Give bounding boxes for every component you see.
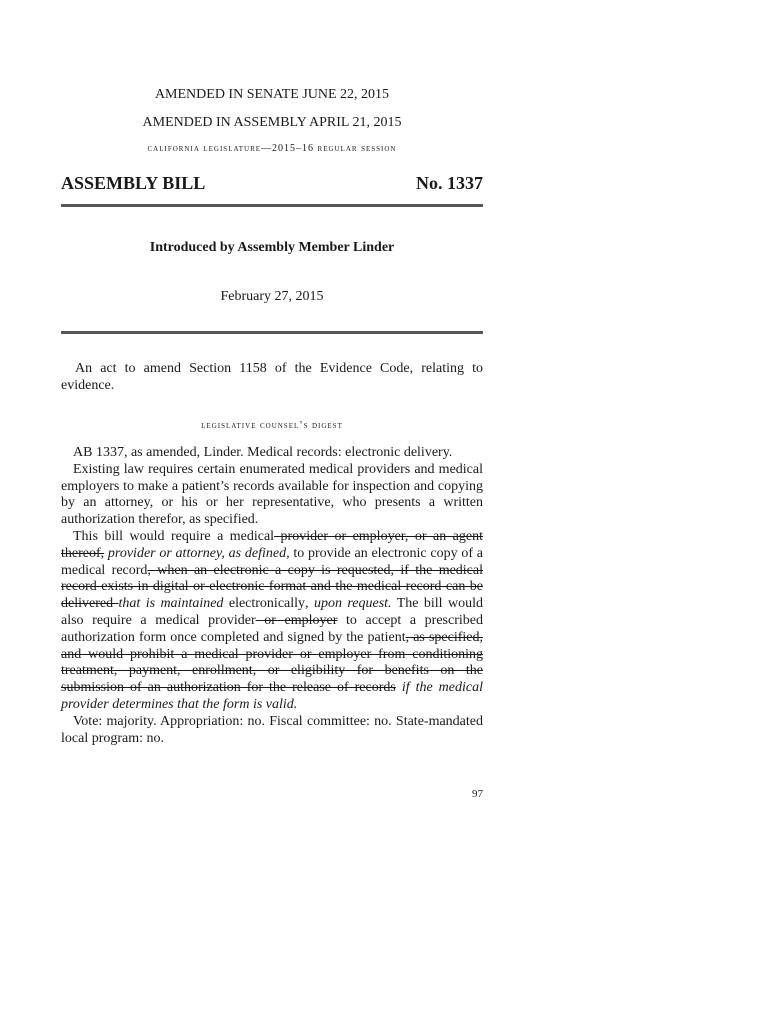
inserted-text: , upon request.	[305, 596, 392, 612]
bill-type: ASSEMBLY BILL	[61, 173, 206, 193]
introduced-by: Introduced by Assembly Member Linder	[149, 240, 395, 255]
deleted-text: provider or employer, or an agent thereof,	[61, 528, 483, 561]
inserted-text: if the medical provider determines that the form is valid.	[61, 680, 483, 712]
digest-bill-changes	[61, 529, 483, 714]
body-text: to accept a prescribed authorization form once completed and signed by the patient	[61, 612, 483, 645]
deleted-text: , when an electronic a copy is requested, if the medical record exists in digital or electronic format and the medical record can be delivered	[61, 562, 483, 612]
digest-summary: AB 1337, as amended, Linder. Medical records: electronic delivery.	[73, 445, 453, 460]
heading-rule-top	[61, 204, 483, 207]
digest-body	[61, 445, 483, 747]
bill-number: No. 1337	[416, 173, 483, 193]
body-text: The bill would also require a medical provider	[61, 596, 483, 628]
page-number: 97	[472, 788, 483, 800]
inserted-text: provider or attorney, as defined,	[104, 545, 290, 561]
digest-vote: Vote: majority. Appropriation: no. Fiscal committee: no. State-mandated local program: no.	[61, 713, 483, 746]
act-title	[61, 360, 483, 394]
body-text: to provide an electronic copy of a medical record	[61, 545, 483, 578]
body-text: electronically	[223, 596, 306, 612]
session-line: california legislature—2015–16 regular session	[147, 143, 397, 154]
amended-assembly-line: AMENDED IN ASSEMBLY APRIL 21, 2015	[142, 115, 402, 130]
act-title-text: An act to amend Section 1158 of the Evidence Code, relating to evidence.	[61, 361, 483, 393]
deleted-text: or employer	[255, 612, 338, 628]
heading-rule-bottom	[61, 331, 483, 334]
introduced-date: February 27, 2015	[220, 289, 324, 304]
digest-title: legislative counsel’s digest	[201, 420, 343, 431]
digest-existing-law: Existing law requires certain enumerated medical providers and medical employers to make a patient’s records available for inspection and copying by an attorney, or his or her representative, who presents a written authorization therefor, as specified.	[61, 461, 483, 528]
deleted-text: , as specified, and would prohibit a medical provider or employer from conditioning treatment, payment, enrollment, or eligibility for benefits on the submission of an authorization for the release of records	[61, 629, 483, 696]
inserted-text: that is maintained	[118, 596, 224, 612]
amended-senate-line: AMENDED IN SENATE JUNE 22, 2015	[154, 87, 390, 102]
body-text: This bill would require a medical	[73, 528, 275, 544]
